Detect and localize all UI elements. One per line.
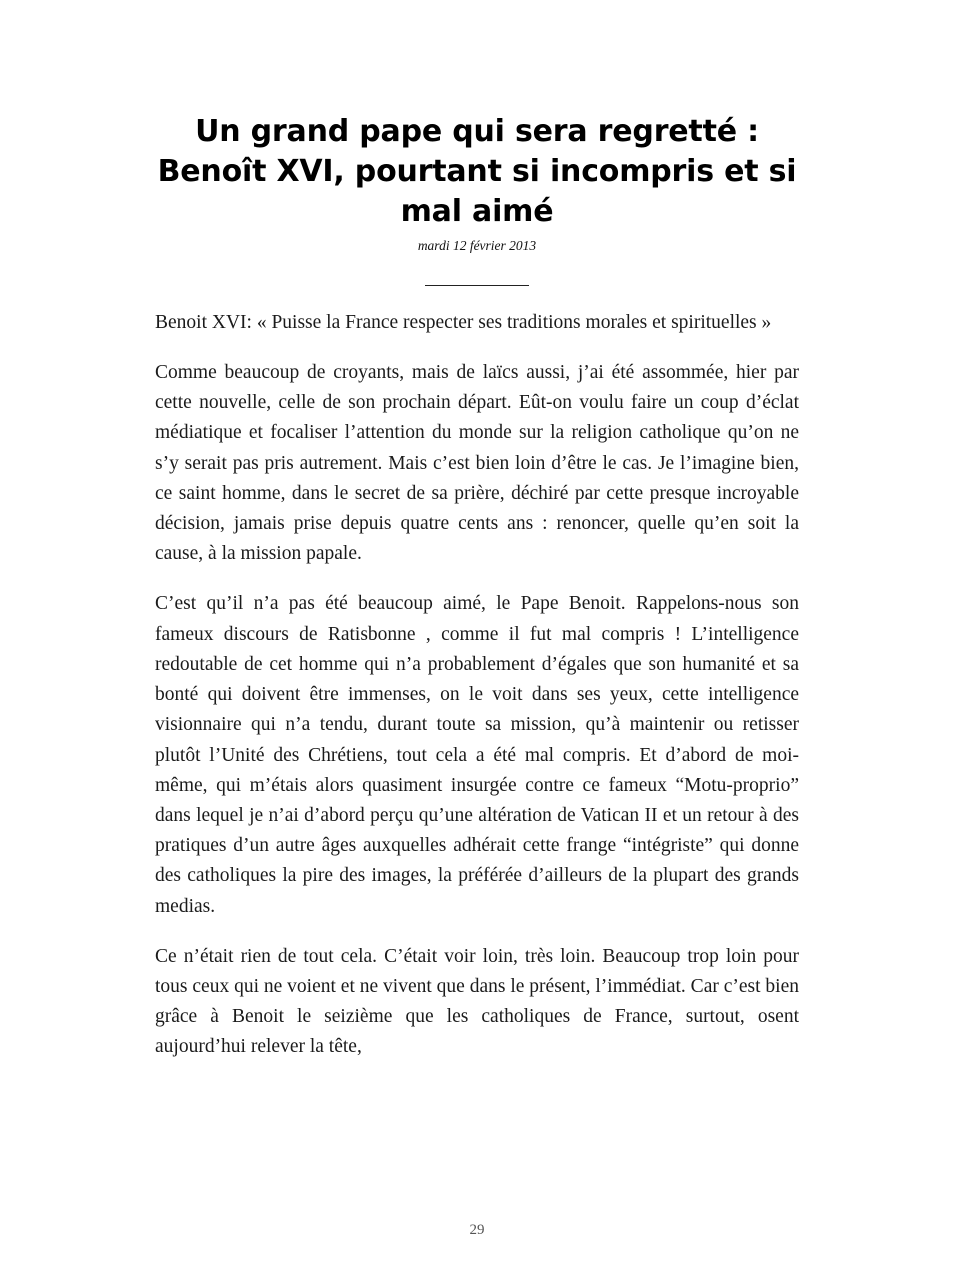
paragraph-2: C’est qu’il n’a pas été beaucoup aimé, le Pape Benoit. Rappelons-nous son fameux discours de Ratisbonne , comme il fut mal compris ! L’intelligence redoutable de cet homme qui n’a probablement d’égales que son humanité et sa bonté qui doivent être immenses, on le voit dans ses yeux, cette intelligence visionnaire qui n’a tendu, durant toute sa mission, qu’à maintenir ou retisser plutôt l’Unité des Chrétiens, tout cela a été mal compris. Et d’abord de moi-même, qui m’étais alors quasiment insurgée contre ce fameux “Motu-proprio” dans lequel je n’ai d’abord perçu qu’une altération de Vatican II et un retour à des pratiques d’un autre âges auxquelles adhérait cette frange “intégriste” qui donne des catholiques la pire des images, la préférée d’ailleurs de la plupart des grands medias. (155, 593, 799, 917)
page-number: 29 (469, 1222, 485, 1238)
title-divider (155, 276, 799, 294)
page-title: Un grand pape qui sera regretté : Benoît XVI, pourtant si incompris et si mal aimé (157, 114, 797, 229)
paragraph-3: Ce n’était rien de tout cela. C’était voir loin, très loin. Beaucoup trop loin pour tous ceux qui ne voient et ne vivent que dans le présent, l’immédiat. Car c’est bien grâce à Benoit le seizième que les catholiques de France, surtout, osent aujourd’hui relever la tête, (155, 945, 799, 1058)
publication-date: mardi 12 février 2013 (417, 237, 537, 253)
paragraph-lede: Benoit XVI: « Puisse la France respecter ses traditions morales et spirituelles » (155, 311, 772, 333)
divider-line (425, 285, 529, 286)
paragraph-1: Comme beaucoup de croyants, mais de laïcs aussi, j’ai été assommée, hier par cette nouvelle, celle de son prochain départ. Eût-on voulu faire un coup d’éclat médiatique et focaliser l’attention du monde sur la religion catholique qu’on ne s’y serait pas pris autrement. Mais c’est bien loin d’être le cas. Je l’imagine bien, ce saint homme, dans le secret de sa prière, déchiré par cette presque incroyable décision, jamais prise depuis quatre cents ans : renoncer, quelle qu’en soit la cause, à la mission papale. (155, 361, 799, 565)
document-content (155, 112, 799, 1063)
